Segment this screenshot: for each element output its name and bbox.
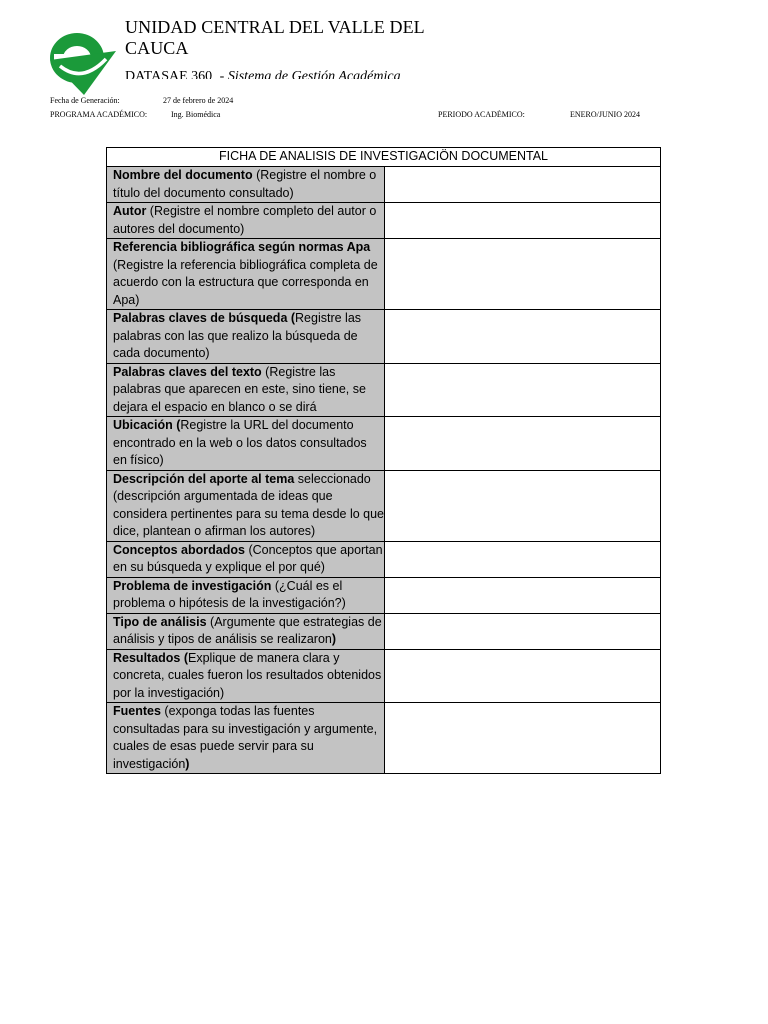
institution-logo (48, 28, 116, 96)
field-label-instructions: Registre las palabras con las que realizo la búsqueda de cada documento) (113, 311, 362, 360)
field-label-bold: Referencia bibliográfica según normas Apa (113, 240, 371, 254)
field-label-instructions: (Argumente que estrategias de análisis y tipos de análisis se realizaron (113, 614, 382, 646)
field-label (107, 577, 385, 613)
form-row (107, 239, 661, 310)
field-value-cell[interactable] (385, 203, 661, 239)
field-value-cell[interactable] (385, 613, 661, 649)
field-label (107, 310, 385, 364)
form-row (107, 541, 661, 577)
field-label (107, 703, 385, 774)
field-label-bold: Descripción del aporte al tema (113, 471, 295, 486)
form-row (107, 649, 661, 703)
form-row (107, 577, 661, 613)
field-label-bold: Resultados ( (113, 650, 189, 665)
field-value-cell[interactable] (385, 577, 661, 613)
field-label-bold: Palabras claves del texto (113, 364, 262, 379)
system-title (125, 66, 425, 79)
field-label (107, 167, 385, 203)
system-name: DATASAE 360 (125, 69, 213, 79)
field-label-bold: Nombre del documento (113, 168, 253, 182)
field-value-cell[interactable] (385, 363, 661, 417)
form-row (107, 310, 661, 364)
field-label-closing: ) (185, 756, 190, 771)
field-label (107, 613, 385, 649)
field-value-cell[interactable] (385, 167, 661, 203)
form-row (107, 703, 661, 774)
form-title: FICHA DE ANALISIS DE INVESTIGACIÖN DOCUMENTAL (107, 148, 661, 167)
form-row (107, 363, 661, 417)
field-label-instructions: (Registre el nombre o título del documento consultado) (113, 168, 377, 200)
form-row (107, 203, 661, 239)
field-label (107, 239, 385, 310)
field-label (107, 470, 385, 541)
field-label (107, 417, 385, 471)
form-row (107, 613, 661, 649)
field-label-bold: Autor (113, 204, 147, 218)
field-label-instructions: (Registre las palabras que aparecen en este, sino tiene, se dejara el espacio en blanco o se dirá (113, 364, 366, 414)
field-label-instructions: Explique de manera clara y concreta, cuales fueron los resultados obtenidos por la investigación) (113, 650, 382, 700)
field-label-instructions: (Registre el nombre completo del autor o autores del documento) (113, 204, 377, 236)
field-label-bold: Conceptos abordados (113, 542, 245, 557)
field-label-instructions: (¿Cuál es el problema o hipótesis de la investigación?) (113, 578, 346, 610)
field-value-cell[interactable] (385, 703, 661, 774)
field-label-bold: Palabras claves de búsqueda ( (113, 311, 296, 325)
field-label (107, 649, 385, 703)
form-row (107, 167, 661, 203)
field-label-instructions: (Conceptos que aportan en su búsqueda y explique el por qué) (113, 542, 383, 574)
institution-name: UNIDAD CENTRAL DEL VALLE DEL CAUCA (125, 17, 425, 58)
system-separator: - (216, 69, 228, 79)
field-value-cell[interactable] (385, 310, 661, 364)
form-row (107, 470, 661, 541)
field-label-closing: ) (331, 632, 337, 646)
period-label: PERIODO ACADÉMICO: (438, 110, 525, 119)
field-label (107, 541, 385, 577)
program-label: PROGRAMA ACADÉMICO: (50, 110, 148, 119)
field-label-instructions: seleccionado (descripción argumentada de ideas que considera pertinentes para su tema desde lo que dice, plantean o afirman los autores) (113, 471, 385, 538)
generation-date-value: 27 de febrero de 2024 (163, 96, 234, 105)
field-label (107, 203, 385, 239)
field-value-cell[interactable] (385, 417, 661, 471)
field-label-bold: Tipo de análisis (113, 614, 207, 629)
field-value-cell[interactable] (385, 470, 661, 541)
form-row (107, 417, 661, 471)
field-label-bold: Problema de investigación (113, 578, 272, 593)
field-label (107, 363, 385, 417)
field-value-cell[interactable] (385, 649, 661, 703)
analysis-form-table (106, 147, 661, 774)
program-value: Ing. Biomédica (171, 110, 221, 119)
field-label-instructions: (Registre la referencia bibliográfica completa de acuerdo con la estructura que corresponda en Apa) (113, 257, 378, 307)
field-label-instructions: Registre la URL del documento encontrado en la web o los datos consultados en físico) (113, 418, 367, 467)
field-label-instructions: (exponga todas las fuentes consultadas para su investigación y argumente, cuales de esas puede servir para su investigación (113, 704, 378, 771)
field-label-bold: Fuentes (113, 704, 161, 718)
system-description: Sistema de Gestión Académica (227, 69, 401, 79)
field-value-cell[interactable] (385, 239, 661, 310)
generation-date-label: Fecha de Generación: (50, 96, 120, 105)
period-label-block (438, 110, 548, 128)
field-value-cell[interactable] (385, 541, 661, 577)
field-label-bold: Ubicación ( (113, 418, 181, 432)
period-value: ENERO/JUNIO 2024 (570, 110, 640, 119)
